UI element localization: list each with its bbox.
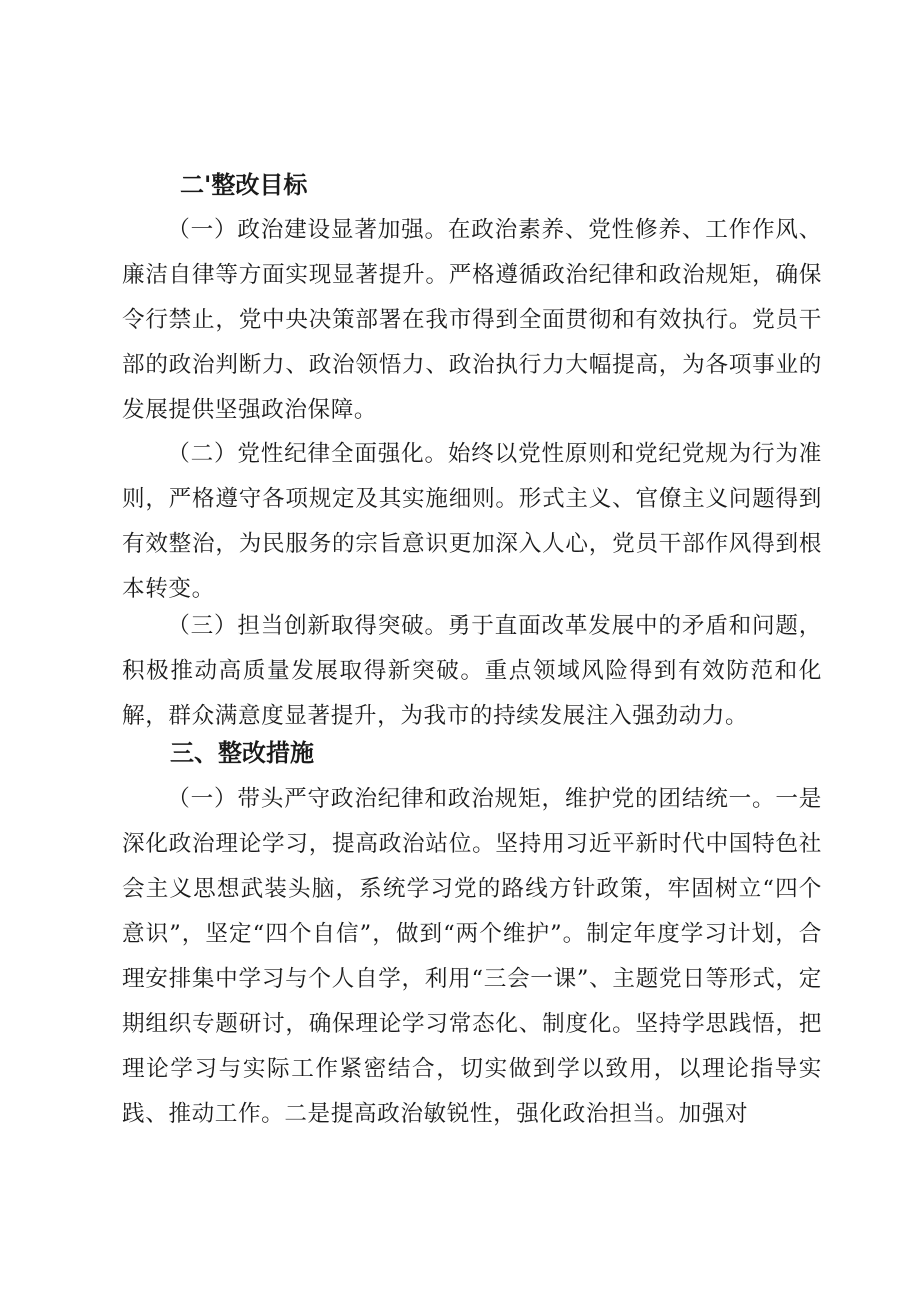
section-measures-heading: 三、整改措施 bbox=[170, 739, 314, 767]
section-goals-heading: 二'整改目标 bbox=[180, 171, 308, 199]
measure-paragraph-1: （一）带头严守政治纪律和政治规矩，维护党的团结统一。一是深化政治理论学习，提高政治站位。坚持用习近平新时代中国特色社会主义思想武装头脑，系统学习党的路线方针政策，牢固树立“四个意识”，坚定“四个自信”，做到“两个维护”。制定年度学习计划，合理安排集中学习与个人自学，利用“三会一课”、主题党日等形式，定期组织专题研讨，确保理论学习常态化、制度化。坚持学思践悟，把理论学习与实际工作紧密结合，切实做到学以致用，以理论指导实践、推动工作。二是提高政治敏锐性，强化政治担当。加强对 bbox=[122, 786, 822, 1127]
goal-paragraph-2: （二）党性纪律全面强化。始终以党性原则和党纪党规为行为准则，严格遵守各项规定及其实施细则。形式主义、官僚主义问题得到有效整治，为民服务的宗旨意识更加深入人心，党员干部作风得到根本转变。 bbox=[122, 441, 822, 602]
goal-paragraph-1: （一）政治建设显著加强。在政治素养、党性修养、工作作风、廉洁自律等方面实现显著提升。严格遵循政治纪律和政治规矩，确保令行禁止，党中央决策部署在我市得到全面贯彻和有效执行。党员干部的政治判断力、政治领悟力、政治执行力大幅提高，为各项事业的发展提供坚强政治保障。 bbox=[122, 217, 822, 423]
goal-paragraph-3: （三）担当创新取得突破。勇于直面改革发展中的矛盾和问题，积极推动高质量发展取得新突破。重点领域风险得到有效防范和化解，群众满意度显著提升，为我市的持续发展注入强劲动力。 bbox=[122, 613, 822, 729]
